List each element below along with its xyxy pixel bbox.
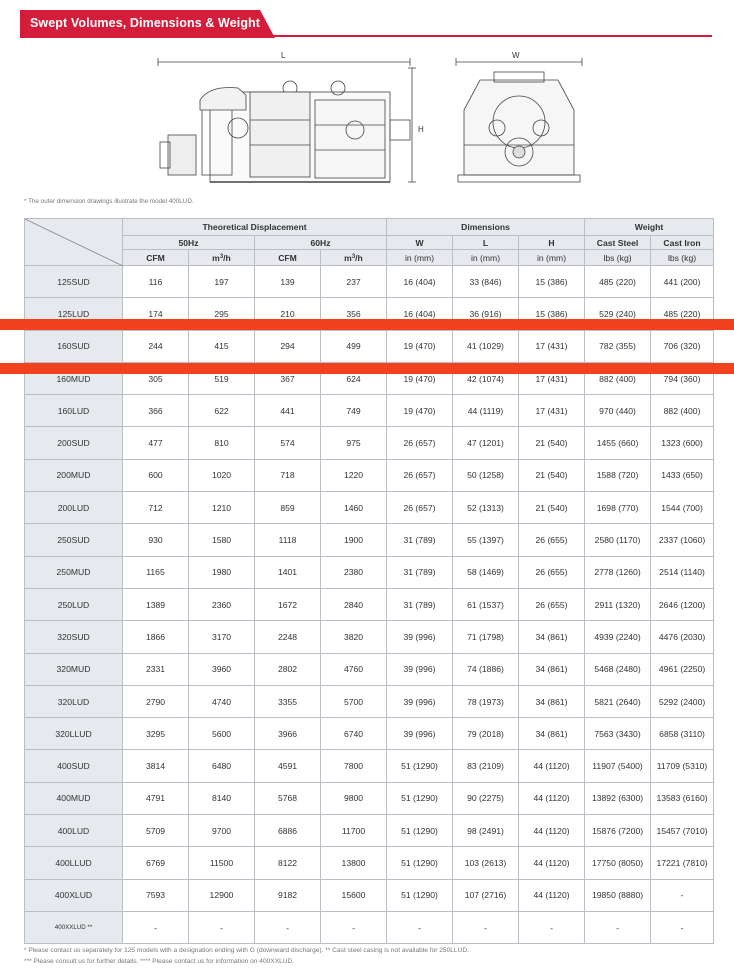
cell-steel: 5821 (2640): [585, 685, 651, 717]
cell-m3h60: 4760: [321, 653, 387, 685]
cell-w: 51 (1290): [387, 750, 453, 782]
cell-iron: 2337 (1060): [651, 524, 714, 556]
table-row: [25, 459, 714, 491]
cell-steel: 4939 (2240): [585, 621, 651, 653]
footnote-1: * Please contact us separately for 125 models with a designation ending with G (downward discharge). ** Cast steel casing is not available for 250LLUD.: [24, 947, 469, 954]
cell-m3h50: 1210: [189, 492, 255, 524]
cell-iron: 1544 (700): [651, 492, 714, 524]
width-dimension-label: W: [512, 51, 520, 60]
cell-h: 17 (431): [519, 395, 585, 427]
cell-cfm60: 1118: [255, 524, 321, 556]
height-dimension-label: H: [418, 125, 424, 134]
table-row: [25, 524, 714, 556]
cell-m3h60: 3820: [321, 621, 387, 653]
cell-steel: 15876 (7200): [585, 815, 651, 847]
cell-iron: 4961 (2250): [651, 653, 714, 685]
cell-steel: -: [585, 911, 651, 943]
table-row: [25, 782, 714, 814]
cell-m3h50: 197: [189, 266, 255, 298]
cell-m3h60: 1460: [321, 492, 387, 524]
cell-m3h60: 1220: [321, 459, 387, 491]
col-m3h-50-header: $m^3/h$: [189, 250, 255, 266]
table-row: [25, 330, 714, 362]
cell-h: 44 (1120): [519, 879, 585, 911]
cell-m3h60: 624: [321, 362, 387, 394]
cell-w: 31 (789): [387, 524, 453, 556]
cell-cfm50: 3814: [123, 750, 189, 782]
unit-cast-iron: lbs (kg): [651, 250, 714, 266]
cell-cfm60: -: [255, 911, 321, 943]
cell-h: 34 (861): [519, 685, 585, 717]
cell-h: 26 (655): [519, 524, 585, 556]
cell-m3h50: 295: [189, 298, 255, 330]
cell-steel: 11907 (5400): [585, 750, 651, 782]
cell-l: 58 (1469): [453, 556, 519, 588]
cell-iron: 11709 (5310): [651, 750, 714, 782]
cell-steel: 882 (400): [585, 362, 651, 394]
cell-iron: 13583 (6160): [651, 782, 714, 814]
cell-iron: 6858 (3110): [651, 718, 714, 750]
cell-iron: -: [651, 879, 714, 911]
cell-steel: 970 (440): [585, 395, 651, 427]
cell-l: 61 (1537): [453, 588, 519, 620]
cell-cfm60: 294: [255, 330, 321, 362]
cell-steel: 782 (355): [585, 330, 651, 362]
cell-w: 39 (996): [387, 685, 453, 717]
cell-h: 15 (386): [519, 298, 585, 330]
red-overlay-band-lower: [0, 363, 734, 374]
cell-model: 200SUD: [25, 427, 123, 459]
cell-w: 39 (996): [387, 621, 453, 653]
table-row: [25, 556, 714, 588]
cell-cfm50: 2790: [123, 685, 189, 717]
cell-model: 125LUD: [25, 298, 123, 330]
cell-l: 36 (916): [453, 298, 519, 330]
cell-cfm60: 8122: [255, 847, 321, 879]
cell-iron: 706 (320): [651, 330, 714, 362]
cell-w: 51 (1290): [387, 782, 453, 814]
cell-w: 39 (996): [387, 653, 453, 685]
table-row: [25, 815, 714, 847]
cell-m3h50: 415: [189, 330, 255, 362]
cell-l: 47 (1201): [453, 427, 519, 459]
cell-m3h60: 2380: [321, 556, 387, 588]
dimensions-group-header: Dimensions: [387, 219, 585, 236]
cell-l: 44 (1119): [453, 395, 519, 427]
cell-cfm50: 1165: [123, 556, 189, 588]
cell-cfm60: 367: [255, 362, 321, 394]
cell-m3h50: 3170: [189, 621, 255, 653]
cell-steel: 2580 (1170): [585, 524, 651, 556]
cell-cfm50: 4791: [123, 782, 189, 814]
cell-model: 200MUD: [25, 459, 123, 491]
cell-w: 19 (470): [387, 330, 453, 362]
table-row: [25, 427, 714, 459]
cell-cfm60: 1672: [255, 588, 321, 620]
cell-iron: 1433 (650): [651, 459, 714, 491]
cell-cfm60: 4591: [255, 750, 321, 782]
cell-m3h60: 2840: [321, 588, 387, 620]
cell-cfm60: 6886: [255, 815, 321, 847]
table-row: [25, 879, 714, 911]
cell-m3h50: 5600: [189, 718, 255, 750]
cell-model: 400SUD: [25, 750, 123, 782]
cell-cfm60: 5768: [255, 782, 321, 814]
cell-w: 51 (1290): [387, 815, 453, 847]
cell-cfm60: 574: [255, 427, 321, 459]
cell-m3h60: 11700: [321, 815, 387, 847]
section-title: Swept Volumes, Dimensions & Weight: [30, 16, 261, 30]
cell-h: 17 (431): [519, 330, 585, 362]
freq-60hz-header: 60Hz: [255, 236, 387, 250]
cell-m3h60: 499: [321, 330, 387, 362]
cell-cfm60: 3966: [255, 718, 321, 750]
cell-steel: 2778 (1260): [585, 556, 651, 588]
table-row: [25, 621, 714, 653]
cell-l: 79 (2018): [453, 718, 519, 750]
cell-model: 400LLUD: [25, 847, 123, 879]
cell-cfm50: 1389: [123, 588, 189, 620]
cell-m3h50: 4740: [189, 685, 255, 717]
cell-m3h50: 12900: [189, 879, 255, 911]
cell-cfm60: 2802: [255, 653, 321, 685]
cell-model: 320LUD: [25, 685, 123, 717]
cell-l: 33 (846): [453, 266, 519, 298]
cell-steel: 13892 (6300): [585, 782, 651, 814]
cell-iron: -: [651, 911, 714, 943]
cell-w: 16 (404): [387, 298, 453, 330]
freq-50hz-header: 50Hz: [123, 236, 255, 250]
cell-m3h60: 13800: [321, 847, 387, 879]
cell-model: 400XXLUD **: [25, 911, 123, 943]
cell-model: 320MUD: [25, 653, 123, 685]
cell-model: 160SUD: [25, 330, 123, 362]
cell-model: 400MUD: [25, 782, 123, 814]
cell-cfm60: 718: [255, 459, 321, 491]
cell-iron: 794 (360): [651, 362, 714, 394]
cell-h: 21 (540): [519, 427, 585, 459]
cell-h: 26 (655): [519, 588, 585, 620]
cell-cfm50: 305: [123, 362, 189, 394]
cell-h: 21 (540): [519, 459, 585, 491]
cell-m3h50: 6480: [189, 750, 255, 782]
cell-cfm50: 930: [123, 524, 189, 556]
cell-m3h50: 1580: [189, 524, 255, 556]
cell-l: 107 (2716): [453, 879, 519, 911]
cell-cfm50: 244: [123, 330, 189, 362]
cell-model: 125SUD: [25, 266, 123, 298]
cell-cfm60: 9182: [255, 879, 321, 911]
col-cfm-50-header: CFM: [123, 250, 189, 266]
cell-w: 26 (657): [387, 492, 453, 524]
cell-l: 98 (2491): [453, 815, 519, 847]
red-overlay-band-upper: [0, 319, 734, 330]
cell-cfm60: 1401: [255, 556, 321, 588]
cell-l: 41 (1029): [453, 330, 519, 362]
cell-l: 42 (1074): [453, 362, 519, 394]
corner-diagonal: [25, 219, 123, 266]
cell-l: 83 (2109): [453, 750, 519, 782]
cell-h: 34 (861): [519, 718, 585, 750]
cell-h: 44 (1120): [519, 847, 585, 879]
cell-model: 160MUD: [25, 362, 123, 394]
cell-cfm50: 477: [123, 427, 189, 459]
col-h-header: H: [519, 236, 585, 250]
footnote-2: *** Please consult us for further details. **** Please contact us for information on 400XXLUD.: [24, 958, 295, 965]
cell-m3h60: 9800: [321, 782, 387, 814]
cell-l: 90 (2275): [453, 782, 519, 814]
cell-w: 39 (996): [387, 718, 453, 750]
cell-model: 400XLUD: [25, 879, 123, 911]
cell-m3h60: 1900: [321, 524, 387, 556]
cell-cfm60: 2248: [255, 621, 321, 653]
cell-steel: 529 (240): [585, 298, 651, 330]
col-cast-iron-header: Cast Iron: [651, 236, 714, 250]
cell-steel: 1455 (660): [585, 427, 651, 459]
cell-cfm50: 174: [123, 298, 189, 330]
cell-iron: 1323 (600): [651, 427, 714, 459]
cell-model: 200LUD: [25, 492, 123, 524]
cell-cfm50: 6769: [123, 847, 189, 879]
cell-iron: 5292 (2400): [651, 685, 714, 717]
cell-iron: 17221 (7810): [651, 847, 714, 879]
unit-w: in (mm): [387, 250, 453, 266]
table-row: [25, 911, 714, 943]
unit-cast-steel: lbs (kg): [585, 250, 651, 266]
cell-w: 51 (1290): [387, 847, 453, 879]
cell-steel: 485 (220): [585, 266, 651, 298]
cell-steel: 1588 (720): [585, 459, 651, 491]
table-row: [25, 266, 714, 298]
cell-l: -: [453, 911, 519, 943]
cell-h: 17 (431): [519, 362, 585, 394]
cell-m3h60: 237: [321, 266, 387, 298]
col-cast-steel-header: Cast Steel: [585, 236, 651, 250]
cell-l: 50 (1258): [453, 459, 519, 491]
cell-h: 34 (861): [519, 621, 585, 653]
cell-m3h50: 622: [189, 395, 255, 427]
col-cfm-60-header: CFM: [255, 250, 321, 266]
cell-cfm60: 441: [255, 395, 321, 427]
weight-group-header: Weight: [585, 219, 714, 236]
cell-cfm50: -: [123, 911, 189, 943]
cell-m3h60: 6740: [321, 718, 387, 750]
cell-l: 74 (1886): [453, 653, 519, 685]
cell-w: 19 (470): [387, 395, 453, 427]
table-row: [25, 492, 714, 524]
cell-m3h50: 2360: [189, 588, 255, 620]
cell-w: 26 (657): [387, 427, 453, 459]
cell-m3h60: 7800: [321, 750, 387, 782]
cell-steel: 1698 (770): [585, 492, 651, 524]
cell-h: 21 (540): [519, 492, 585, 524]
cell-w: 19 (470): [387, 362, 453, 394]
corner-header: [25, 219, 123, 266]
table-row: [25, 750, 714, 782]
cell-m3h50: 1020: [189, 459, 255, 491]
length-dimension-label: L: [281, 51, 286, 60]
cell-model: 160LUD: [25, 395, 123, 427]
unit-h: in (mm): [519, 250, 585, 266]
cell-w: 31 (789): [387, 556, 453, 588]
cell-cfm60: 139: [255, 266, 321, 298]
cell-m3h60: 749: [321, 395, 387, 427]
cell-cfm60: 3355: [255, 685, 321, 717]
cell-h: 44 (1120): [519, 782, 585, 814]
table-row: [25, 395, 714, 427]
cell-cfm50: 600: [123, 459, 189, 491]
cell-h: 15 (386): [519, 266, 585, 298]
cell-iron: 2514 (1140): [651, 556, 714, 588]
unit-l: in (mm): [453, 250, 519, 266]
cell-m3h60: 356: [321, 298, 387, 330]
cell-steel: 5468 (2480): [585, 653, 651, 685]
col-w-header: W: [387, 236, 453, 250]
table-row: [25, 847, 714, 879]
cell-cfm50: 7593: [123, 879, 189, 911]
cell-model: 400LUD: [25, 815, 123, 847]
cell-m3h50: 8140: [189, 782, 255, 814]
cell-steel: 7563 (3430): [585, 718, 651, 750]
cell-iron: 4476 (2030): [651, 621, 714, 653]
cell-iron: 2646 (1200): [651, 588, 714, 620]
col-l-header: L: [453, 236, 519, 250]
end-view-drawing: [450, 50, 590, 192]
header-rule: [255, 35, 712, 37]
cell-h: 44 (1120): [519, 815, 585, 847]
cell-m3h60: -: [321, 911, 387, 943]
table-row: [25, 685, 714, 717]
cell-l: 103 (2613): [453, 847, 519, 879]
cell-cfm50: 712: [123, 492, 189, 524]
cell-steel: 2911 (1320): [585, 588, 651, 620]
cell-cfm50: 5709: [123, 815, 189, 847]
cell-h: 26 (655): [519, 556, 585, 588]
cell-steel: 17750 (8050): [585, 847, 651, 879]
cell-l: 55 (1397): [453, 524, 519, 556]
drawing-note: * The outer dimension drawings illustrate the model 400LUD.: [24, 198, 194, 205]
table-row: [25, 653, 714, 685]
cell-cfm60: 859: [255, 492, 321, 524]
cell-cfm50: 1866: [123, 621, 189, 653]
cell-cfm60: 210: [255, 298, 321, 330]
cell-w: 16 (404): [387, 266, 453, 298]
cell-l: 52 (1313): [453, 492, 519, 524]
table-row: [25, 718, 714, 750]
cell-w: -: [387, 911, 453, 943]
side-view-drawing: [150, 50, 440, 192]
cell-cfm50: 366: [123, 395, 189, 427]
cell-model: 320LLUD: [25, 718, 123, 750]
cell-cfm50: 116: [123, 266, 189, 298]
cell-m3h50: 519: [189, 362, 255, 394]
cell-m3h60: 5700: [321, 685, 387, 717]
table-row: [25, 588, 714, 620]
cell-model: 250SUD: [25, 524, 123, 556]
cell-model: 250LUD: [25, 588, 123, 620]
cell-w: 31 (789): [387, 588, 453, 620]
cell-m3h50: 810: [189, 427, 255, 459]
cell-h: 34 (861): [519, 653, 585, 685]
cell-h: -: [519, 911, 585, 943]
cell-m3h50: 11500: [189, 847, 255, 879]
cell-steel: 19850 (8880): [585, 879, 651, 911]
cell-model: 320SUD: [25, 621, 123, 653]
cell-cfm50: 3295: [123, 718, 189, 750]
cell-w: 26 (657): [387, 459, 453, 491]
cell-l: 71 (1798): [453, 621, 519, 653]
cell-iron: 441 (200): [651, 266, 714, 298]
col-m3h-60-header: $m^3/h$: [321, 250, 387, 266]
cell-m3h50: 1980: [189, 556, 255, 588]
cell-m3h50: 3960: [189, 653, 255, 685]
cell-iron: 485 (220): [651, 298, 714, 330]
cell-m3h50: -: [189, 911, 255, 943]
cell-cfm50: 2331: [123, 653, 189, 685]
displacement-group-header: Theoretical Displacement: [123, 219, 387, 236]
cell-model: 250MUD: [25, 556, 123, 588]
cell-iron: 15457 (7010): [651, 815, 714, 847]
cell-w: 51 (1290): [387, 879, 453, 911]
cell-m3h60: 975: [321, 427, 387, 459]
cell-h: 44 (1120): [519, 750, 585, 782]
cell-l: 78 (1973): [453, 685, 519, 717]
cell-iron: 882 (400): [651, 395, 714, 427]
cell-m3h50: 9700: [189, 815, 255, 847]
cell-m3h60: 15600: [321, 879, 387, 911]
